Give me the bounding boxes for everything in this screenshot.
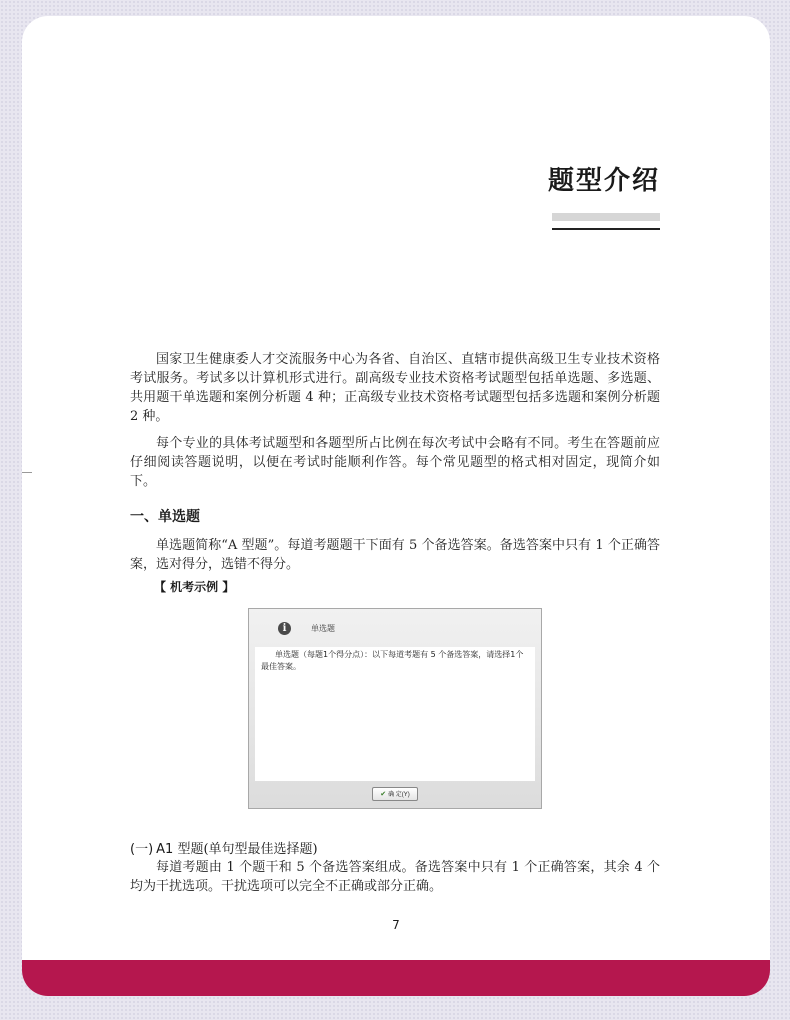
subsection-heading-a1 bbox=[130, 838, 318, 857]
dialog-message: 单选题（每题1个得分点）：以下每道考题有 5 个备选答案，请选择1个最佳答案。 bbox=[261, 650, 524, 671]
intro-paragraph-2: 每个专业的具体考试题型和各题型所占比例在每次考试中会略有不同。考生在答题前应仔细阅读答题说明，以便在考试时能顺利作答。每个常见题型的格式相对固定，现简介如下。 bbox=[130, 436, 660, 489]
dialog-content-area bbox=[255, 647, 535, 781]
single-choice-paragraph: 单选题简称“A 型题”。每道考题题干下面有 5 个备选答案。备选答案中只有 1 个正确答案，选对得分，选错不得分。 bbox=[130, 538, 660, 572]
chapter-title: 题型介绍 bbox=[547, 166, 660, 196]
dialog-title: 单选题 bbox=[311, 624, 335, 633]
title-decoration-gray bbox=[552, 213, 660, 221]
subsection-description: (单句型最佳选择题) bbox=[203, 842, 318, 857]
confirm-button[interactable] bbox=[372, 787, 418, 801]
example-label: 【 机考示例 】 bbox=[154, 580, 235, 594]
subsection-name: A1 型题 bbox=[156, 842, 204, 857]
title-decoration-dark bbox=[552, 228, 660, 230]
margin-tick-upper bbox=[22, 472, 32, 473]
section-heading-single-choice: 一、单选题 bbox=[130, 509, 200, 525]
check-icon: ✔ bbox=[380, 791, 387, 798]
exam-dialog-screenshot bbox=[248, 608, 542, 809]
page-number: 7 bbox=[392, 918, 400, 932]
bottom-accent-band bbox=[22, 960, 770, 996]
page-card bbox=[22, 16, 770, 996]
confirm-button-label: 确 定(Y) bbox=[388, 792, 410, 798]
a1-paragraph: 每道考题由 1 个题干和 5 个备选答案组成。备选答案中只有 1 个正确答案，其余 4 个均为干扰选项。干扰选项可以完全不正确或部分正确。 bbox=[130, 860, 660, 894]
info-icon: i bbox=[278, 622, 291, 635]
subsection-marker: (一) bbox=[130, 842, 154, 857]
intro-paragraph-1: 国家卫生健康委人才交流服务中心为各省、自治区、直辖市提供高级卫生专业技术资格考试服务。考试多以计算机形式进行。副高级专业技术资格考试题型包括单选题、多选题、共用题干单选题和案例分析题 4 种；正高级专业技术资格考试题型包括多选题和案例分析题 2 种。 bbox=[130, 352, 660, 424]
